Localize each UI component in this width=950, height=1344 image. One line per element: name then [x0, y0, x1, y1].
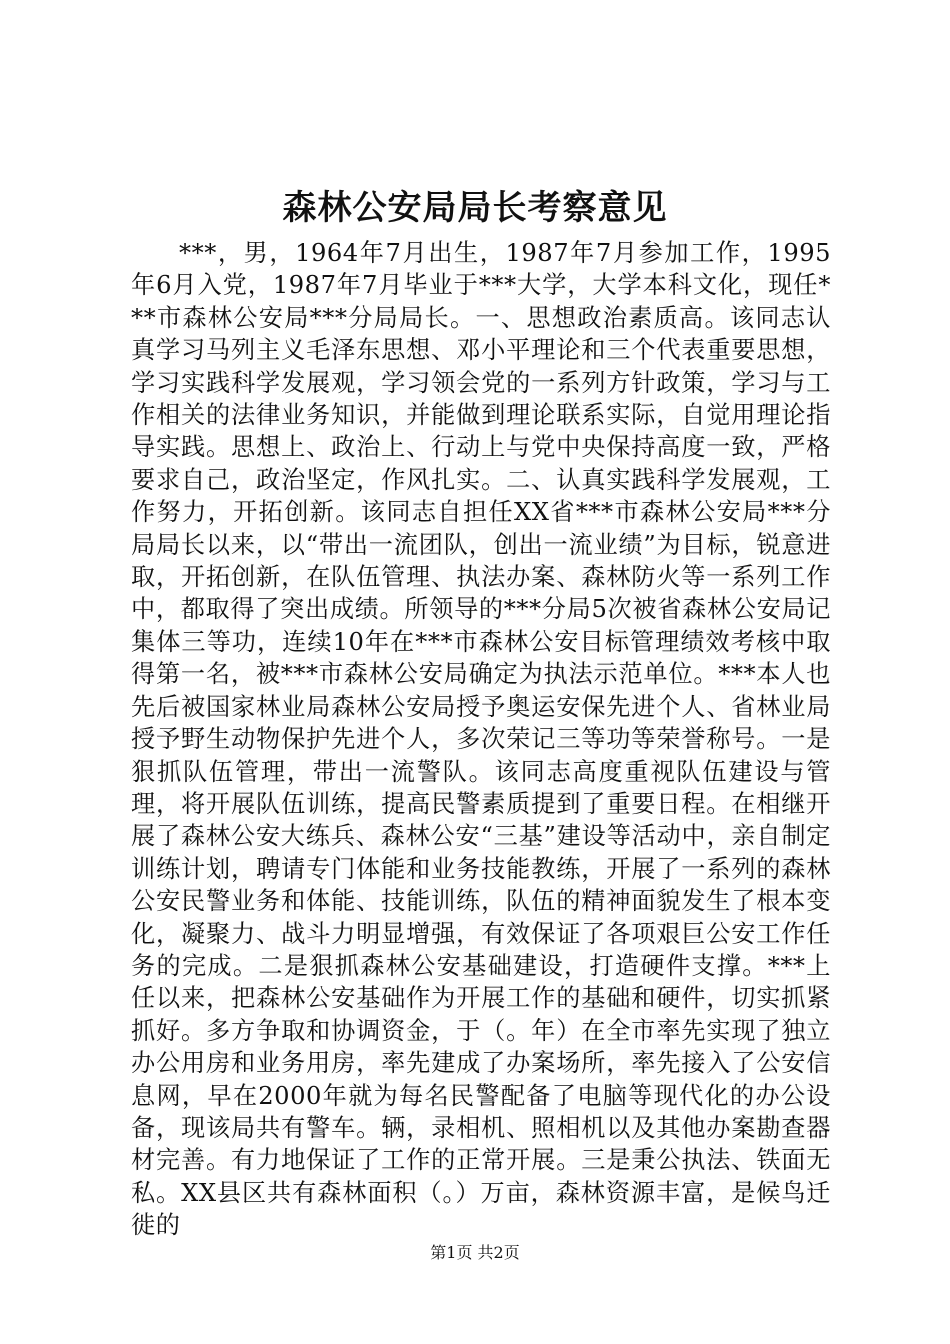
document-title: 森林公安局局长考察意见: [282, 188, 668, 228]
page-number-footer: 第1页 共2页: [430, 1243, 520, 1262]
document-body-paragraph: ***，男，1964年7月出生，1987年7月参加工作，1995年6月入党，1987年7月毕业于***大学，大学本科文化，现任***市森林公安局***分局局长。一、思想政治素质高。该同志认真学习马列主义毛泽东思想、邓小平理论和三个代表重要思想，学习实践科学发展观，学习领会党的一系列方针政策，学习与工作相关的法律业务知识，并能做到理论联系实际，自觉用理论指导实践。思想上、政治上、行动上与党中央保持高度一致，严格要求自己，政治坚定，作风扎实。二、认真实践科学发展观，工作努力，开拓创新。该同志自担任XX省***市森林公安局***分局局长以来，以“带出一流团队，创出一流业绩”为目标，锐意进取，开拓创新，在队伍管理、执法办案、森林防火等一系列工作中，都取得了突出成绩。所领导的***分局5次被省森林公安局记集体三等功，连续10年在***市森林公安目标管理绩效考核中取得第一名，被***市森林公安局确定为执法示范单位。***本人也先后被国家林业局森林公安局授予奥运安保先进个人、省林业局授予野生动物保护先进个人，多次荣记三等功等荣誉称号。一是狠抓队伍管理，带出一流警队。该同志高度重视队伍建设与管理，将开展队伍训练，提高民警素质提到了重要日程。在相继开展了森林公安大练兵、森林公安“三基”建设等活动中，亲自制定训练计划，聘请专门体能和业务技能教练，开展了一系列的森林公安民警业务和体能、技能训练，队伍的精神面貌发生了根本变化，凝聚力、战斗力明显增强，有效保证了各项艰巨公安工作任务的完成。二是狠抓森林公安基础建设，打造硬件支撑。***上任以来，把森林公安基础作为开展工作的基础和硬件，切实抓紧抓好。多方争取和协调资金，于（。年）在全市率先实现了独立办公用房和业务用房，率先建成了办案场所，率先接入了公安信息网，早在2000年就为每名民警配备了电脑等现代化的办公设备，现该局共有警车。辆，录相机、照相机以及其他办案勘查器材完善。有力地保证了工作的正常开展。三是秉公执法、铁面无私。XX县区共有森林面积（。）万亩，森林资源丰富，是候鸟迁徙的: [131, 239, 831, 1240]
